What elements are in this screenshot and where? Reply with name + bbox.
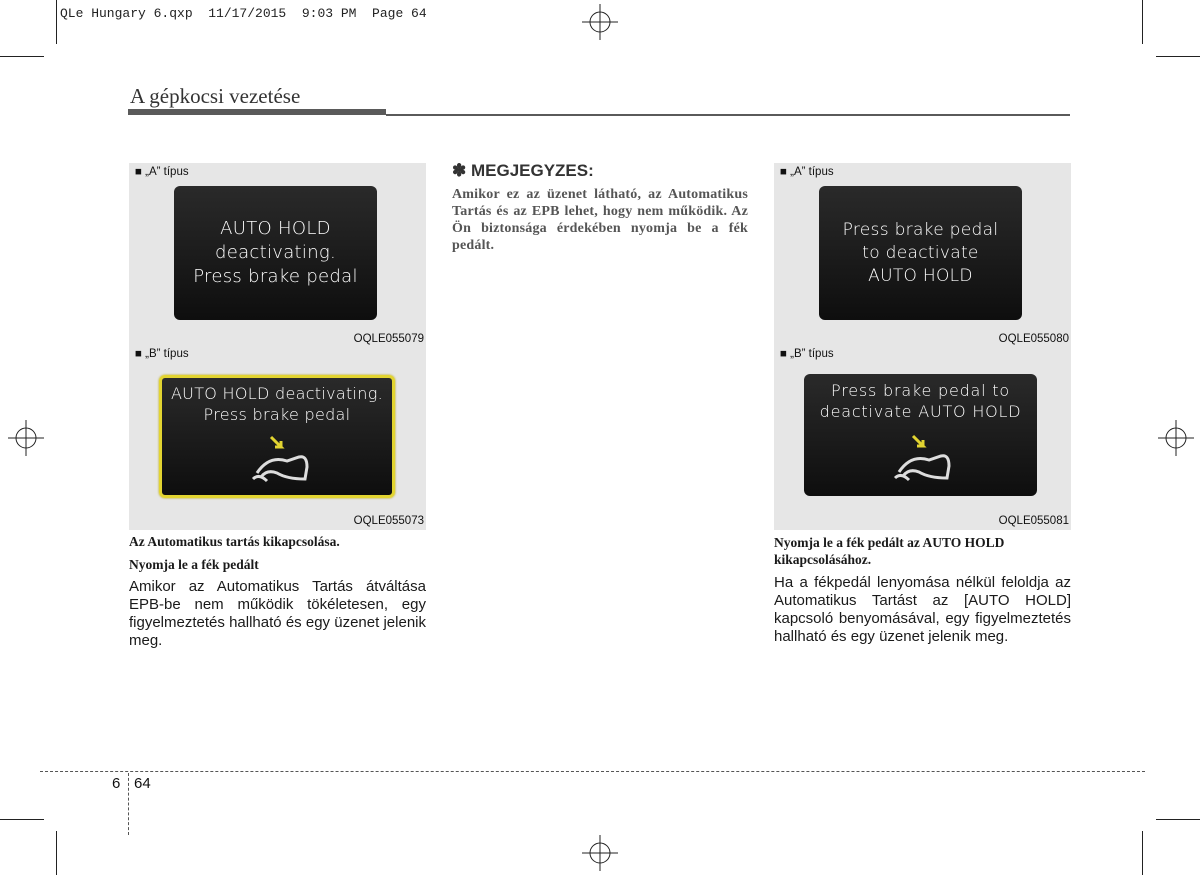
figure-left-a: [129, 163, 426, 348]
note-body: Amikor ez az üzenet látható, az Automatikus Tartás és az EPB lehet, hogy nem működik. Az Ön biztonsága érdekében nyomja be a fék pedált.: [452, 187, 748, 253]
brake-pedal-icon: [247, 433, 317, 489]
footer-divider: [128, 773, 129, 835]
registration-mark-icon: [1158, 420, 1194, 456]
cluster-display: [804, 374, 1037, 496]
registration-mark-icon: [582, 4, 618, 40]
figure-code: OQLE055073: [353, 515, 424, 527]
crop-mark: [1156, 56, 1200, 57]
chapter-number: 6: [112, 775, 121, 792]
display-message: Press brake pedal to deactivate AUTO HOLD: [819, 381, 1022, 421]
cluster-display: [819, 186, 1022, 320]
display-message: AUTO HOLD deactivating. Press brake pedal: [170, 384, 384, 424]
registration-mark-icon: [582, 835, 618, 871]
crop-mark: [0, 56, 44, 57]
header-rule: [128, 109, 386, 115]
display-message: AUTO HOLD deactivating. Press brake pedal: [193, 218, 358, 287]
left-subheading: Nyomja le a fék pedált: [129, 557, 259, 572]
figure-type-label: ■ „B” típus: [780, 348, 834, 360]
section-title: A gépkocsi vezetése: [130, 84, 301, 108]
figure-right-b: [774, 345, 1071, 530]
right-heading: Nyomja le a fék pedált az AUTO HOLD kikapcsolásához.: [774, 535, 1005, 567]
registration-mark-icon: [8, 420, 44, 456]
cluster-display: [159, 375, 395, 498]
display-message: Press brake pedal to deactivate AUTO HOLD: [842, 219, 999, 286]
crop-mark: [0, 819, 44, 820]
figure-type-label: ■ „A” típus: [135, 166, 189, 178]
crop-mark: [1142, 831, 1143, 875]
right-body: Ha a fékpedál lenyomása nélkül feloldja az Automatikus Tartást az [AUTO HOLD] kapcsoló benyomásával, egy figyelmeztetés hallható és egy üzenet jelenik meg.: [774, 574, 1071, 645]
print-slug: QLe Hungary 6.qxp 11/17/2015 9:03 PM Page 64: [60, 6, 427, 21]
figure-code: OQLE055079: [353, 333, 424, 345]
crop-mark: [56, 831, 57, 875]
left-body: Amikor az Automatikus Tartás átváltása EPB-be nem működik tökéletesen, egy figyelmeztetés hallható és egy üzenet jelenik meg.: [129, 578, 426, 649]
left-heading: Az Automatikus tartás kikapcsolása.: [129, 534, 340, 549]
figure-right-a: [774, 163, 1071, 348]
crop-mark: [56, 0, 57, 44]
figure-code: OQLE055081: [998, 515, 1069, 527]
header-rule: [386, 114, 1070, 116]
cluster-display: [174, 186, 377, 320]
crop-mark: [1142, 0, 1143, 44]
note-heading: ✽ MEGJEGYZES:: [452, 161, 594, 180]
page-number: 64: [134, 775, 151, 792]
figure-code: OQLE055080: [998, 333, 1069, 345]
figure-type-label: ■ „A” típus: [780, 166, 834, 178]
footer-rule: [40, 771, 1145, 772]
figure-type-label: ■ „B” típus: [135, 348, 189, 360]
brake-pedal-icon: [889, 432, 959, 488]
crop-mark: [1156, 819, 1200, 820]
figure-left-b: [129, 345, 426, 530]
